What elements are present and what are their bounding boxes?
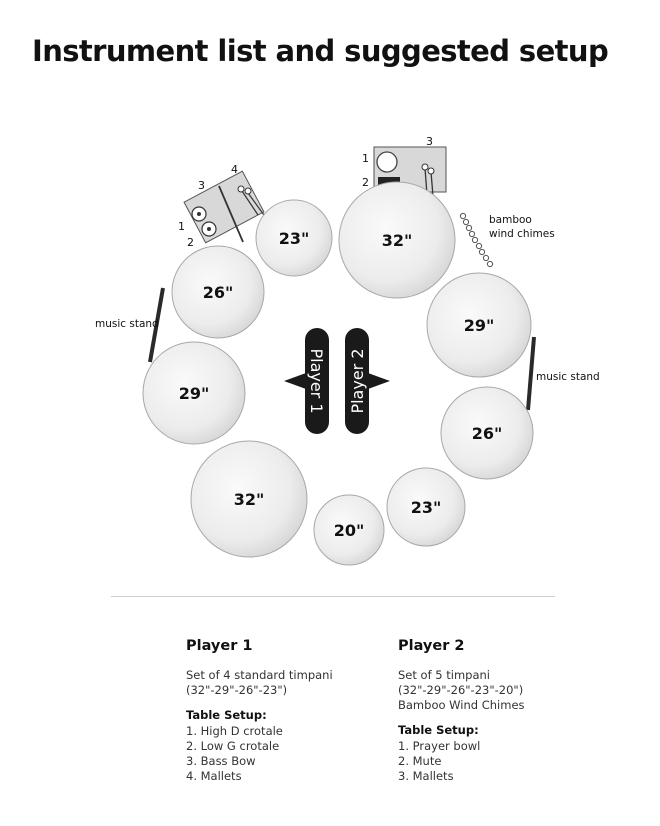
list-item: 1. Prayer bowl	[398, 739, 481, 753]
timpani-29-left-label: 29"	[178, 384, 210, 403]
timpani-20-label: 20"	[333, 521, 365, 540]
timpani-23-top	[256, 200, 332, 276]
timpani-23-right-label: 23"	[410, 498, 442, 517]
timpani-29-right-label: 29"	[463, 316, 495, 335]
prayer-bowl-icon	[377, 152, 397, 172]
music-stand-right-label: music stand	[536, 371, 600, 383]
list-item: 2. Mute	[398, 754, 442, 768]
player2-marker-label: Player 2	[348, 348, 367, 414]
timpani-29-left	[143, 342, 245, 444]
list-item: 3. Mallets	[398, 769, 454, 783]
table1-number-3: 3	[198, 179, 205, 192]
bamboo-label-line1: bamboo	[489, 214, 532, 226]
timpani-32-top	[339, 182, 455, 298]
timpani-26-left-label: 26"	[202, 283, 234, 302]
player1-marker	[284, 328, 329, 434]
player1-column	[186, 638, 333, 784]
table2-number-1: 1	[362, 152, 369, 165]
player1-table-heading: Table Setup:	[186, 708, 267, 722]
list-item: 4. Mallets	[186, 769, 242, 783]
high-d-crotale-icon	[192, 207, 206, 221]
timpani-20	[314, 495, 384, 565]
timpani-26-right-label: 26"	[471, 424, 503, 443]
bamboo-wind-chimes-icon	[460, 213, 492, 266]
player2-description-line: (32"-29"-26"-23"-20")	[398, 683, 524, 697]
player2-description-line: Bamboo Wind Chimes	[398, 698, 525, 712]
page-title: Instrument list and suggested setup	[32, 34, 609, 68]
section-divider	[111, 596, 555, 597]
list-item: 2. Low G crotale	[186, 739, 280, 753]
player1-table-list	[186, 724, 333, 784]
player2-description	[398, 668, 525, 713]
table2-number-2: 2	[362, 176, 369, 189]
table2-number-3: 3	[426, 135, 433, 148]
table1-number-4: 4	[231, 163, 238, 176]
music-stand-left-label: music stand	[95, 318, 159, 330]
player1-description-line: Set of 4 standard timpani	[186, 668, 333, 682]
table1-number-1: 1	[178, 220, 185, 233]
timpani-32-bottom	[191, 441, 307, 557]
timpani-23-right	[387, 468, 465, 546]
timpani-32-bottom-label: 32"	[233, 490, 265, 509]
player2-column	[398, 638, 525, 784]
player2-marker	[345, 328, 390, 434]
timpani-29-right	[427, 273, 531, 377]
timpani-26-right	[441, 387, 533, 479]
timpani-32-top-label: 32"	[381, 231, 413, 250]
timpani-23-top-label: 23"	[278, 229, 310, 248]
player1-heading: Player 1	[186, 638, 253, 654]
bamboo-label-line2: wind chimes	[489, 228, 555, 240]
player1-marker-label: Player 1	[307, 348, 326, 414]
low-g-crotale-icon	[202, 222, 216, 236]
list-item: 1. High D crotale	[186, 724, 283, 738]
player2-table-heading: Table Setup:	[398, 723, 479, 737]
table1-number-2: 2	[187, 236, 194, 249]
player2-table-list	[398, 739, 525, 784]
player1-description	[186, 668, 333, 698]
list-item: 3. Bass Bow	[186, 754, 256, 768]
player1-description-line: (32"-29"-26"-23")	[186, 683, 288, 697]
player2-heading: Player 2	[398, 638, 465, 654]
timpani-26-left	[172, 246, 264, 338]
player1-table	[178, 163, 264, 249]
player2-description-line: Set of 5 timpani	[398, 668, 490, 682]
music-stand-right	[528, 337, 534, 410]
